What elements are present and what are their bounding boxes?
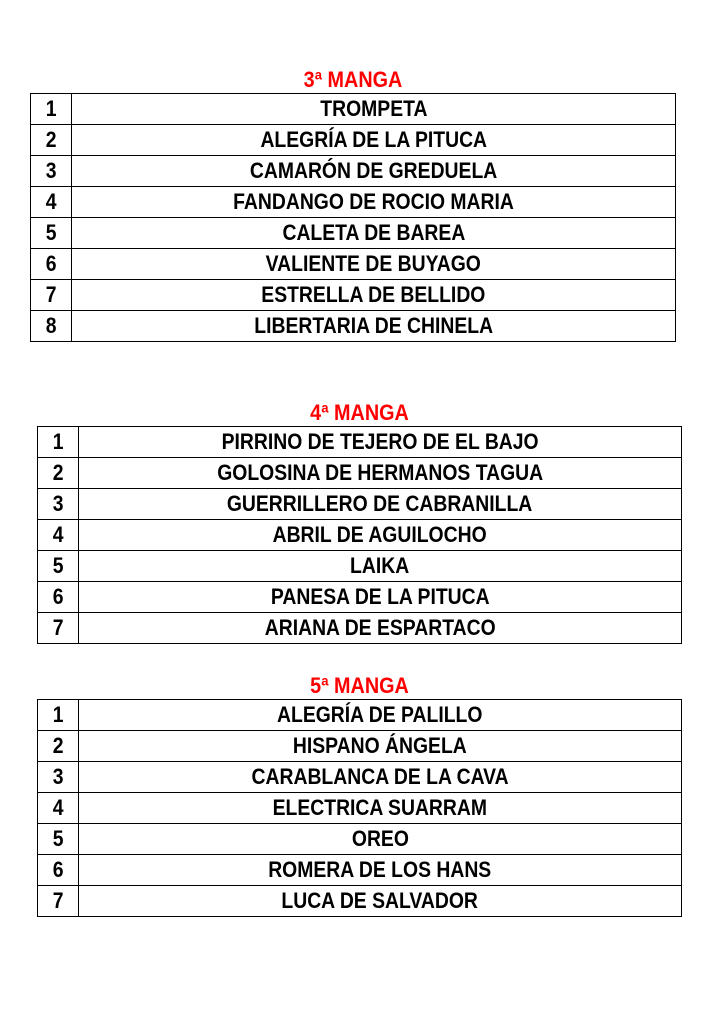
position-cell: 2 [38, 731, 79, 762]
table-row [38, 613, 682, 644]
table-row [31, 280, 676, 311]
position-cell: 5 [31, 218, 72, 249]
name-cell: ROMERA DE LOS HANS [79, 855, 682, 886]
name-cell: GUERRILLERO DE CABRANILLA [79, 489, 682, 520]
section-title: 3ª MANGA [303, 67, 403, 92]
table-row [38, 824, 682, 855]
name-cell: VALIENTE DE BUYAGO [72, 249, 676, 280]
section-title: 5ª MANGA [310, 673, 409, 698]
table-row [38, 551, 682, 582]
table-row [31, 125, 676, 156]
ranking-table [30, 93, 676, 342]
table-row [38, 886, 682, 917]
table-row [38, 762, 682, 793]
position-cell: 7 [38, 886, 79, 917]
name-cell: PIRRINO DE TEJERO DE EL BAJO [79, 427, 682, 458]
table-row [38, 582, 682, 613]
position-cell: 1 [38, 427, 79, 458]
table-row [31, 311, 676, 342]
position-cell: 3 [38, 762, 79, 793]
name-cell: LUCA DE SALVADOR [79, 886, 682, 917]
section-title: 4ª MANGA [310, 400, 409, 425]
table-row [38, 520, 682, 551]
name-cell: OREO [79, 824, 682, 855]
table-row [38, 700, 682, 731]
name-cell: ARIANA DE ESPARTACO [79, 613, 682, 644]
ranking-table [37, 699, 682, 917]
position-cell: 7 [38, 613, 79, 644]
position-cell: 6 [31, 249, 72, 280]
table-row [31, 187, 676, 218]
position-cell: 4 [38, 793, 79, 824]
position-cell: 6 [38, 855, 79, 886]
table-row [38, 489, 682, 520]
name-cell: HISPANO ÁNGELA [79, 731, 682, 762]
table-row [31, 156, 676, 187]
table-row [31, 249, 676, 280]
section-manga-4 [37, 400, 682, 644]
position-cell: 5 [38, 551, 79, 582]
name-cell: GOLOSINA DE HERMANOS TAGUA [79, 458, 682, 489]
position-cell: 2 [38, 458, 79, 489]
position-cell: 6 [38, 582, 79, 613]
name-cell: FANDANGO DE ROCIO MARIA [72, 187, 676, 218]
name-cell: ELECTRICA SUARRAM [79, 793, 682, 824]
position-cell: 7 [31, 280, 72, 311]
name-cell: PANESA DE LA PITUCA [79, 582, 682, 613]
name-cell: ABRIL DE AGUILOCHO [79, 520, 682, 551]
position-cell: 8 [31, 311, 72, 342]
section-manga-5 [37, 673, 682, 917]
position-cell: 4 [31, 187, 72, 218]
table-row [38, 427, 682, 458]
table-row [31, 218, 676, 249]
table-row [38, 793, 682, 824]
name-cell: CALETA DE BAREA [72, 218, 676, 249]
name-cell: CARABLANCA DE LA CAVA [79, 762, 682, 793]
position-cell: 2 [31, 125, 72, 156]
position-cell: 3 [38, 489, 79, 520]
name-cell: LAIKA [79, 551, 682, 582]
position-cell: 1 [31, 94, 72, 125]
position-cell: 3 [31, 156, 72, 187]
name-cell: TROMPETA [72, 94, 676, 125]
table-row [31, 94, 676, 125]
name-cell: LIBERTARIA DE CHINELA [72, 311, 676, 342]
name-cell: ESTRELLA DE BELLIDO [72, 280, 676, 311]
table-row [38, 855, 682, 886]
name-cell: ALEGRÍA DE LA PITUCA [72, 125, 676, 156]
position-cell: 5 [38, 824, 79, 855]
ranking-table [37, 426, 682, 644]
position-cell: 1 [38, 700, 79, 731]
name-cell: CAMARÓN DE GREDUELA [72, 156, 676, 187]
table-row [38, 458, 682, 489]
name-cell: ALEGRÍA DE PALILLO [79, 700, 682, 731]
section-manga-3 [30, 67, 676, 342]
table-row [38, 731, 682, 762]
position-cell: 4 [38, 520, 79, 551]
